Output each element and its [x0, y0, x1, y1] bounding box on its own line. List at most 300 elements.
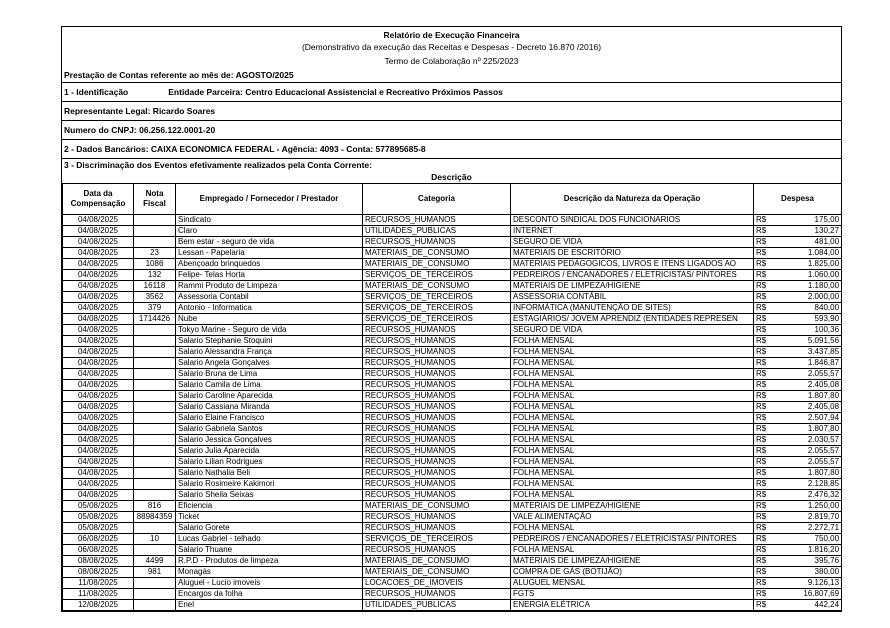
- row-currency: R$: [754, 479, 774, 490]
- row-nota-fiscal: [134, 435, 176, 446]
- row-amount: 1.825,00: [774, 259, 842, 270]
- row-amount: 2.272,71: [774, 523, 842, 534]
- row-empregado: R.P.D - Produtos de limpeza: [176, 556, 363, 567]
- row-date: 04/08/2025: [63, 468, 134, 479]
- row-amount: 16.807,69: [774, 589, 842, 600]
- row-currency: R$: [754, 358, 774, 369]
- row-date: 04/08/2025: [63, 435, 134, 446]
- table-row: [63, 578, 842, 589]
- row-date: 04/08/2025: [63, 270, 134, 281]
- row-date: 04/08/2025: [63, 402, 134, 413]
- row-currency: R$: [754, 347, 774, 358]
- row-amount: 1.846,87: [774, 358, 842, 369]
- table-row: [63, 259, 842, 270]
- row-empregado: Ticket: [176, 512, 363, 523]
- row-categoria: RECURSOS_HUMANOS: [363, 523, 511, 534]
- row-natureza: MATERIAIS DE ESCRITÓRIO: [511, 248, 754, 259]
- row-categoria: MATERIAIS_DE_CONSUMO: [363, 259, 511, 270]
- row-categoria: RECURSOS_HUMANOS: [363, 490, 511, 501]
- row-nota-fiscal: 1714426: [134, 314, 176, 325]
- row-currency: R$: [754, 534, 774, 545]
- row-nota-fiscal: [134, 226, 176, 237]
- row-nota-fiscal: [134, 589, 176, 600]
- row-amount: 2.055,57: [774, 446, 842, 457]
- row-categoria: SERVIÇOS_DE_TERCEIROS: [363, 303, 511, 314]
- row-nota-fiscal: [134, 446, 176, 457]
- row-date: 05/08/2025: [63, 512, 134, 523]
- row-currency: R$: [754, 556, 774, 567]
- row-categoria: RECURSOS_HUMANOS: [363, 446, 511, 457]
- row-date: 05/08/2025: [63, 523, 134, 534]
- row-empregado: Enel: [176, 600, 363, 611]
- row-natureza: ASSESSORIA CONTÁBIL: [511, 292, 754, 303]
- row-natureza: MATERIAIS DE LIMPEZA/HIGIENE: [511, 501, 754, 512]
- row-nota-fiscal: [134, 600, 176, 611]
- col-nota-header: Nota Fiscal: [134, 184, 176, 215]
- table-row: [63, 391, 842, 402]
- row-amount: 2.128,85: [774, 479, 842, 490]
- row-empregado: Salario Angela Gonçalves: [176, 358, 363, 369]
- row-categoria: SERVIÇOS_DE_TERCEIROS: [363, 314, 511, 325]
- row-empregado: Nube: [176, 314, 363, 325]
- row-categoria: MATERIAIS_DE_CONSUMO: [363, 501, 511, 512]
- table-row: [63, 292, 842, 303]
- row-date: 04/08/2025: [63, 347, 134, 358]
- row-empregado: Salario Sheila Seixas: [176, 490, 363, 501]
- row-amount: 1.084,00: [774, 248, 842, 259]
- row-natureza: FOLHA MENSAL: [511, 435, 754, 446]
- descricao-label: Descrição: [431, 172, 472, 182]
- row-amount: 2.055,57: [774, 457, 842, 468]
- row-currency: R$: [754, 413, 774, 424]
- row-amount: 1.060,00: [774, 270, 842, 281]
- col-data-header: Data da Compensação: [63, 184, 134, 215]
- row-natureza: COMPRA DE GÁS (BOTIJÃO): [511, 567, 754, 578]
- row-natureza: FOLHA MENSAL: [511, 545, 754, 556]
- row-currency: R$: [754, 292, 774, 303]
- row-empregado: Lessan - Papelaria: [176, 248, 363, 259]
- prestacao-line: Prestação de Contas referente ao mês de: AGOSTO/2025: [64, 70, 294, 80]
- row-nota-fiscal: [134, 215, 176, 226]
- row-currency: R$: [754, 545, 774, 556]
- row-natureza: VALE ALIMENTAÇÃO: [511, 512, 754, 523]
- table-row: [63, 435, 842, 446]
- row-currency: R$: [754, 490, 774, 501]
- row-natureza: FOLHA MENSAL: [511, 380, 754, 391]
- row-categoria: RECURSOS_HUMANOS: [363, 380, 511, 391]
- row-categoria: MATERIAIS_DE_CONSUMO: [363, 248, 511, 259]
- row-nota-fiscal: 816: [134, 501, 176, 512]
- row-amount: 2.055,57: [774, 369, 842, 380]
- representante-line: Representante Legal: Ricardo Soares: [62, 101, 841, 120]
- table-row: [63, 468, 842, 479]
- col-despesa-header: Despesa: [754, 184, 842, 215]
- row-currency: R$: [754, 457, 774, 468]
- row-natureza: FOLHA MENSAL: [511, 523, 754, 534]
- col-empregado-header: Empregado / Fornecedor / Prestador: [176, 184, 363, 215]
- identificacao-label: 1 - Identificação: [64, 87, 129, 97]
- row-currency: R$: [754, 589, 774, 600]
- table-row: [63, 479, 842, 490]
- table-header-row: [63, 184, 842, 215]
- row-date: 06/08/2025: [63, 534, 134, 545]
- row-categoria: RECURSOS_HUMANOS: [363, 402, 511, 413]
- report-subtitle: (Demonstrativo da execução das Receitas e Despesas - Decreto 16.870 /2016): [301, 42, 602, 52]
- entidade-text: Entidade Parceira: Centro Educacional Assistencial e Recreativo Próximos Passos: [168, 87, 503, 97]
- table-row: [63, 358, 842, 369]
- row-natureza: FOLHA MENSAL: [511, 446, 754, 457]
- row-nota-fiscal: [134, 325, 176, 336]
- row-date: 04/08/2025: [63, 248, 134, 259]
- row-categoria: SERVIÇOS_DE_TERCEIROS: [363, 292, 511, 303]
- row-categoria: MATERIAIS_DE_CONSUMO: [363, 567, 511, 578]
- financial-report-sheet: [61, 26, 842, 612]
- report-title: Relatório de Execução Financeira: [383, 30, 520, 40]
- row-categoria: RECURSOS_HUMANOS: [363, 435, 511, 446]
- table-row: [63, 600, 842, 611]
- row-categoria: RECURSOS_HUMANOS: [363, 358, 511, 369]
- row-categoria: UTILIDADES_PUBLICAS: [363, 600, 511, 611]
- row-nota-fiscal: 23: [134, 248, 176, 259]
- col-natureza-header: Descrição da Natureza da Operação: [511, 184, 754, 215]
- row-natureza: FOLHA MENSAL: [511, 336, 754, 347]
- row-currency: R$: [754, 380, 774, 391]
- row-natureza: FOLHA MENSAL: [511, 479, 754, 490]
- row-natureza: MATERIAIS DE LIMPEZA/HIGIENE: [511, 556, 754, 567]
- row-date: 04/08/2025: [63, 226, 134, 237]
- row-date: 04/08/2025: [63, 281, 134, 292]
- row-categoria: LOCACOES_DE_IMOVEIS: [363, 578, 511, 589]
- row-empregado: Salario Alessandra França: [176, 347, 363, 358]
- row-amount: 395,76: [774, 556, 842, 567]
- row-nota-fiscal: 3562: [134, 292, 176, 303]
- table-row: [63, 534, 842, 545]
- row-natureza: PEDREIROS / ENCANADORES / ELETRICISTAS/ PINTORES: [511, 270, 754, 281]
- row-nota-fiscal: 4499: [134, 556, 176, 567]
- row-categoria: RECURSOS_HUMANOS: [363, 391, 511, 402]
- row-nota-fiscal: 10: [134, 534, 176, 545]
- row-empregado: Bem estar - seguro de vida: [176, 237, 363, 248]
- row-date: 04/08/2025: [63, 215, 134, 226]
- row-date: 04/08/2025: [63, 325, 134, 336]
- row-categoria: UTILIDADES_PUBLICAS: [363, 226, 511, 237]
- row-natureza: DESCONTO SINDICAL DOS FUNCIONARIOS: [511, 215, 754, 226]
- row-nota-fiscal: [134, 380, 176, 391]
- row-amount: 100,36: [774, 325, 842, 336]
- row-date: 04/08/2025: [63, 369, 134, 380]
- row-currency: R$: [754, 501, 774, 512]
- table-row: [63, 424, 842, 435]
- row-empregado: Monagás: [176, 567, 363, 578]
- table-row: [63, 215, 842, 226]
- row-amount: 750,00: [774, 534, 842, 545]
- row-natureza: FOLHA MENSAL: [511, 347, 754, 358]
- row-nota-fiscal: 379: [134, 303, 176, 314]
- row-nota-fiscal: [134, 336, 176, 347]
- row-currency: R$: [754, 578, 774, 589]
- row-categoria: RECURSOS_HUMANOS: [363, 215, 511, 226]
- row-empregado: Felipe- Telas Horta: [176, 270, 363, 281]
- row-amount: 130,27: [774, 226, 842, 237]
- row-empregado: Claro: [176, 226, 363, 237]
- row-amount: 1.807,80: [774, 468, 842, 479]
- table-row: [63, 270, 842, 281]
- row-currency: R$: [754, 523, 774, 534]
- table-row: [63, 303, 842, 314]
- row-categoria: RECURSOS_HUMANOS: [363, 457, 511, 468]
- row-currency: R$: [754, 303, 774, 314]
- table-row: [63, 512, 842, 523]
- row-currency: R$: [754, 600, 774, 611]
- row-empregado: Salario Rosimeire Kakimori: [176, 479, 363, 490]
- row-natureza: FOLHA MENSAL: [511, 490, 754, 501]
- row-nota-fiscal: [134, 347, 176, 358]
- row-natureza: FOLHA MENSAL: [511, 402, 754, 413]
- row-currency: R$: [754, 468, 774, 479]
- row-categoria: RECURSOS_HUMANOS: [363, 413, 511, 424]
- bancarios-line: 2 - Dados Bancários: CAIXA ECONOMICA FEDERAL - Agência: 4093 - Conta: 577895685-8: [62, 139, 841, 158]
- row-date: 04/08/2025: [63, 457, 134, 468]
- table-row: [63, 567, 842, 578]
- row-date: 04/08/2025: [63, 237, 134, 248]
- row-natureza: PEDREIROS / ENCANADORES / ELETRICISTAS/ PINTORES: [511, 534, 754, 545]
- row-amount: 2.405,08: [774, 380, 842, 391]
- row-currency: R$: [754, 424, 774, 435]
- row-currency: R$: [754, 512, 774, 523]
- table-row: [63, 523, 842, 534]
- row-currency: R$: [754, 446, 774, 457]
- row-empregado: Salario Lilian Rodrigues: [176, 457, 363, 468]
- row-natureza: ALUGUEL MENSAL: [511, 578, 754, 589]
- cnpj-line: Numero do CNPJ: 06.256.122.0001-20: [62, 120, 841, 139]
- row-currency: R$: [754, 237, 774, 248]
- row-categoria: SERVIÇOS_DE_TERCEIROS: [363, 534, 511, 545]
- row-empregado: Salario Gabriela Santos: [176, 424, 363, 435]
- row-currency: R$: [754, 391, 774, 402]
- table-row: [63, 237, 842, 248]
- row-date: 04/08/2025: [63, 391, 134, 402]
- row-natureza: FOLHA MENSAL: [511, 369, 754, 380]
- row-categoria: RECURSOS_HUMANOS: [363, 369, 511, 380]
- row-date: 08/08/2025: [63, 556, 134, 567]
- row-currency: R$: [754, 226, 774, 237]
- row-nota-fiscal: [134, 468, 176, 479]
- row-empregado: Salario Cassiana Miranda: [176, 402, 363, 413]
- row-empregado: Salario Camila de Lima: [176, 380, 363, 391]
- row-date: 04/08/2025: [63, 479, 134, 490]
- table-row: [63, 380, 842, 391]
- row-categoria: MATERIAIS_DE_CONSUMO: [363, 281, 511, 292]
- row-amount: 442,24: [774, 600, 842, 611]
- row-currency: R$: [754, 567, 774, 578]
- row-empregado: Lucas Gabriel - telhado: [176, 534, 363, 545]
- row-amount: 2.819,70: [774, 512, 842, 523]
- row-categoria: SERVIÇOS_DE_TERCEIROS: [363, 270, 511, 281]
- row-currency: R$: [754, 281, 774, 292]
- row-date: 12/08/2025: [63, 600, 134, 611]
- row-natureza: MATERIAIS PEDAGOGICOS, LIVROS E ITENS LIGADOS AO: [511, 259, 754, 270]
- row-nota-fiscal: [134, 402, 176, 413]
- table-row: [63, 325, 842, 336]
- row-categoria: RECURSOS_HUMANOS: [363, 468, 511, 479]
- row-natureza: FOLHA MENSAL: [511, 457, 754, 468]
- row-natureza: SEGURO DE VIDA: [511, 237, 754, 248]
- row-empregado: Assessoria Contabil: [176, 292, 363, 303]
- row-empregado: Salario Julia Aparecida: [176, 446, 363, 457]
- row-categoria: RECURSOS_HUMANOS: [363, 545, 511, 556]
- row-categoria: RECURSOS_HUMANOS: [363, 512, 511, 523]
- row-amount: 2.507,94: [774, 413, 842, 424]
- table-row: [63, 545, 842, 556]
- report-term: Termo de Colaboração nº 225/2023: [384, 56, 519, 66]
- row-currency: R$: [754, 248, 774, 259]
- table-row: [63, 281, 842, 292]
- row-date: 06/08/2025: [63, 545, 134, 556]
- row-date: 04/08/2025: [63, 303, 134, 314]
- row-amount: 2.405,08: [774, 402, 842, 413]
- row-empregado: Salario Nathalia Beli: [176, 468, 363, 479]
- row-nota-fiscal: 16118: [134, 281, 176, 292]
- row-nota-fiscal: [134, 523, 176, 534]
- table-row: [63, 501, 842, 512]
- row-natureza: ESTAGIÁRIOS/ JOVEM APRENDIZ (ENTIDADES REPRESEN: [511, 314, 754, 325]
- row-empregado: Salario Stephanie Stoquini: [176, 336, 363, 347]
- row-date: 04/08/2025: [63, 380, 134, 391]
- row-natureza: INTERNET: [511, 226, 754, 237]
- row-date: 11/08/2025: [63, 589, 134, 600]
- row-nota-fiscal: [134, 578, 176, 589]
- row-currency: R$: [754, 325, 774, 336]
- row-date: 11/08/2025: [63, 578, 134, 589]
- row-currency: R$: [754, 435, 774, 446]
- row-date: 04/08/2025: [63, 292, 134, 303]
- row-amount: 593,90: [774, 314, 842, 325]
- row-amount: 3.437,85: [774, 347, 842, 358]
- row-amount: 5.091,56: [774, 336, 842, 347]
- row-nota-fiscal: [134, 490, 176, 501]
- table-row: [63, 457, 842, 468]
- row-empregado: Antonio - Informatica: [176, 303, 363, 314]
- row-empregado: Tokyo Marine - Seguro de vida: [176, 325, 363, 336]
- row-empregado: Salario Caroline Aparecida: [176, 391, 363, 402]
- row-date: 04/08/2025: [63, 424, 134, 435]
- row-nota-fiscal: 132: [134, 270, 176, 281]
- table-row: [63, 446, 842, 457]
- events-table: [62, 183, 842, 611]
- table-row: [63, 248, 842, 259]
- row-categoria: RECURSOS_HUMANOS: [363, 336, 511, 347]
- row-currency: R$: [754, 402, 774, 413]
- row-nota-fiscal: [134, 413, 176, 424]
- row-empregado: Aluguel - Lucio imoveis: [176, 578, 363, 589]
- row-date: 04/08/2025: [63, 490, 134, 501]
- row-empregado: Salario Gorete: [176, 523, 363, 534]
- row-empregado: Sindicato: [176, 215, 363, 226]
- row-amount: 175,00: [774, 215, 842, 226]
- row-categoria: RECURSOS_HUMANOS: [363, 589, 511, 600]
- row-date: 04/08/2025: [63, 358, 134, 369]
- row-nota-fiscal: [134, 479, 176, 490]
- table-row: [63, 402, 842, 413]
- row-empregado: Salario Jessica Gonçalves: [176, 435, 363, 446]
- row-currency: R$: [754, 259, 774, 270]
- row-currency: R$: [754, 215, 774, 226]
- row-nota-fiscal: [134, 545, 176, 556]
- row-amount: 1.180,00: [774, 281, 842, 292]
- row-nota-fiscal: [134, 424, 176, 435]
- table-row: [63, 413, 842, 424]
- table-row: [63, 226, 842, 237]
- row-natureza: FOLHA MENSAL: [511, 424, 754, 435]
- row-currency: R$: [754, 314, 774, 325]
- row-natureza: FOLHA MENSAL: [511, 391, 754, 402]
- row-nota-fiscal: 1086: [134, 259, 176, 270]
- row-amount: 380,00: [774, 567, 842, 578]
- table-row: [63, 556, 842, 567]
- row-date: 04/08/2025: [63, 446, 134, 457]
- table-row: [63, 589, 842, 600]
- row-categoria: RECURSOS_HUMANOS: [363, 347, 511, 358]
- row-date: 04/08/2025: [63, 314, 134, 325]
- row-empregado: Salario Thuane: [176, 545, 363, 556]
- row-empregado: Abençoado brinquedos: [176, 259, 363, 270]
- row-amount: 1.250,00: [774, 501, 842, 512]
- row-natureza: FOLHA MENSAL: [511, 413, 754, 424]
- row-amount: 481,00: [774, 237, 842, 248]
- row-amount: 840,00: [774, 303, 842, 314]
- row-date: 04/08/2025: [63, 336, 134, 347]
- row-amount: 1.816,20: [774, 545, 842, 556]
- row-categoria: RECURSOS_HUMANOS: [363, 424, 511, 435]
- row-date: 04/08/2025: [63, 413, 134, 424]
- row-currency: R$: [754, 369, 774, 380]
- row-nota-fiscal: [134, 358, 176, 369]
- table-row: [63, 314, 842, 325]
- row-amount: 2.000,00: [774, 292, 842, 303]
- row-date: 04/08/2025: [63, 259, 134, 270]
- row-categoria: RECURSOS_HUMANOS: [363, 237, 511, 248]
- row-natureza: FOLHA MENSAL: [511, 358, 754, 369]
- row-currency: R$: [754, 336, 774, 347]
- table-row: [63, 347, 842, 358]
- row-nota-fiscal: [134, 237, 176, 248]
- table-row: [63, 336, 842, 347]
- row-empregado: Salario Elaine Francisco: [176, 413, 363, 424]
- row-natureza: MATERIAIS DE LIMPEZA/HIGIENE: [511, 281, 754, 292]
- row-date: 05/08/2025: [63, 501, 134, 512]
- col-categoria-header: Categoria: [363, 184, 511, 215]
- row-amount: 2.476,32: [774, 490, 842, 501]
- row-empregado: Salario Bruna de Lima: [176, 369, 363, 380]
- table-row: [63, 369, 842, 380]
- identificacao-line: [62, 82, 841, 101]
- row-empregado: Eficiencia: [176, 501, 363, 512]
- row-natureza: FGTS: [511, 589, 754, 600]
- row-categoria: RECURSOS_HUMANOS: [363, 325, 511, 336]
- row-natureza: ENERGIA ELÉTRICA: [511, 600, 754, 611]
- row-currency: R$: [754, 270, 774, 281]
- row-nota-fiscal: [134, 391, 176, 402]
- row-nota-fiscal: [134, 457, 176, 468]
- row-amount: 1.807,80: [774, 424, 842, 435]
- row-nota-fiscal: 88984359: [134, 512, 176, 523]
- discriminacao-line: 3 - Discriminação dos Eventos efetivamente realizados pela Conta Corrente:: [62, 158, 841, 172]
- row-amount: 9.126,13: [774, 578, 842, 589]
- table-row: [63, 490, 842, 501]
- row-natureza: FOLHA MENSAL: [511, 468, 754, 479]
- row-nota-fiscal: [134, 369, 176, 380]
- row-amount: 1.807,80: [774, 391, 842, 402]
